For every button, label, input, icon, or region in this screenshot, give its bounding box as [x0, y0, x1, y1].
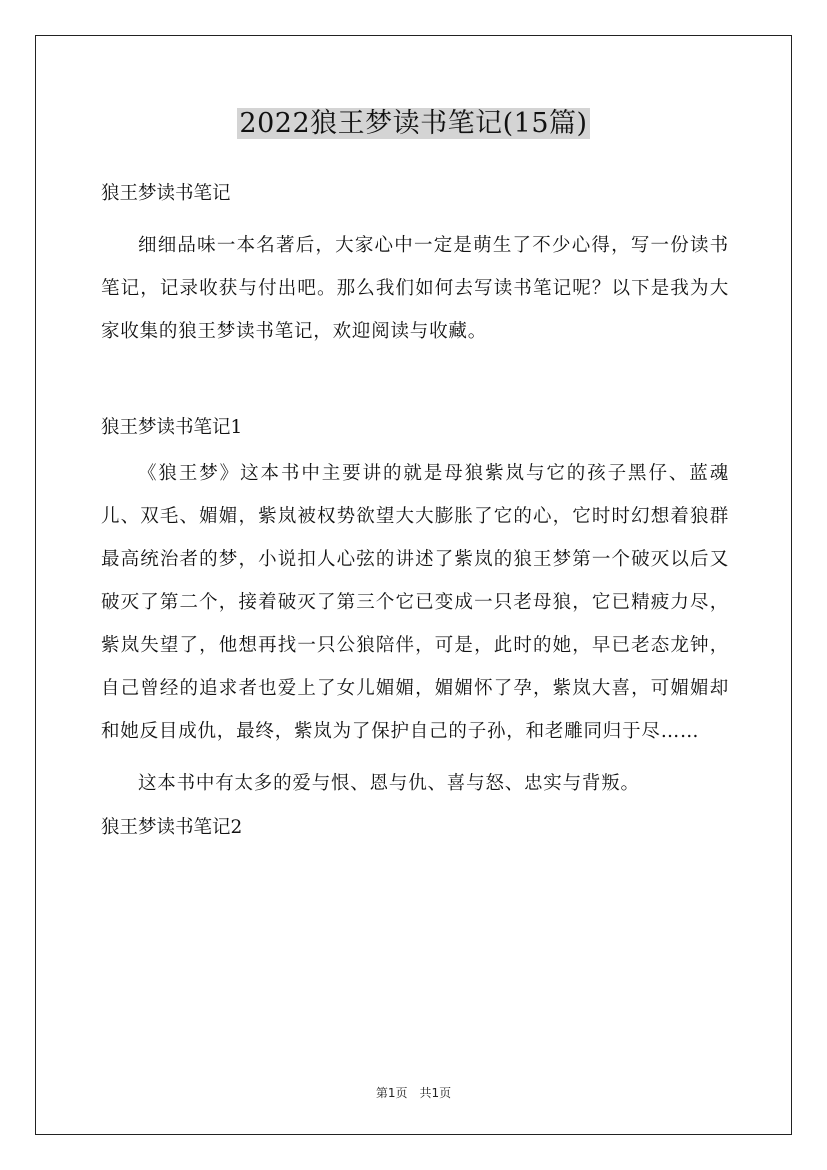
section-heading-2: 狼王梦读书笔记2: [101, 817, 243, 838]
section-1-paragraph-2: 这本书中有太多的爱与恨、恩与仇、喜与怒、忠实与背叛。: [138, 773, 640, 794]
section-heading-intro: 狼王梦读书笔记: [101, 183, 231, 204]
document-title-block: [0, 104, 827, 144]
document-body: [101, 175, 729, 847]
section-heading-1: 狼王梦读书笔记1: [101, 417, 243, 438]
document-title: 2022狼王梦读书笔记(15篇): [239, 108, 588, 139]
intro-paragraph: 细细品味一本名著后，大家心中一定是萌生了不少心得，写一份读书笔记，记录收获与付出吧。那么我们如何去写读书笔记呢？以下是我为大家收集的狼王梦读书笔记，欢迎阅读与收藏。: [101, 235, 729, 342]
section-1-paragraph-1: 《狼王梦》这本书中主要讲的就是母狼紫岚与它的孩子黑仔、蓝魂儿、双毛、媚媚，紫岚被权势欲望大大膨胀了它的心，它时时幻想着狼群最高统治者的梦，小说扣人心弦的讲述了紫岚的狼王梦第一个破灭以后又破灭了第二个，接着破灭了第三个它已变成一只老母狼，它已精疲力尽，紫岚失望了，他想再找一只公狼陪伴，可是，此时的她，早已老态龙钟，自己曾经的追求者也爱上了女儿媚媚，媚媚怀了孕，紫岚大喜，可媚媚却和她反目成仇，最终，紫岚为了保护自己的子孙，和老雕同归于尽……: [101, 463, 729, 742]
page-number-footer: 第1页 共1页: [375, 1086, 452, 1100]
